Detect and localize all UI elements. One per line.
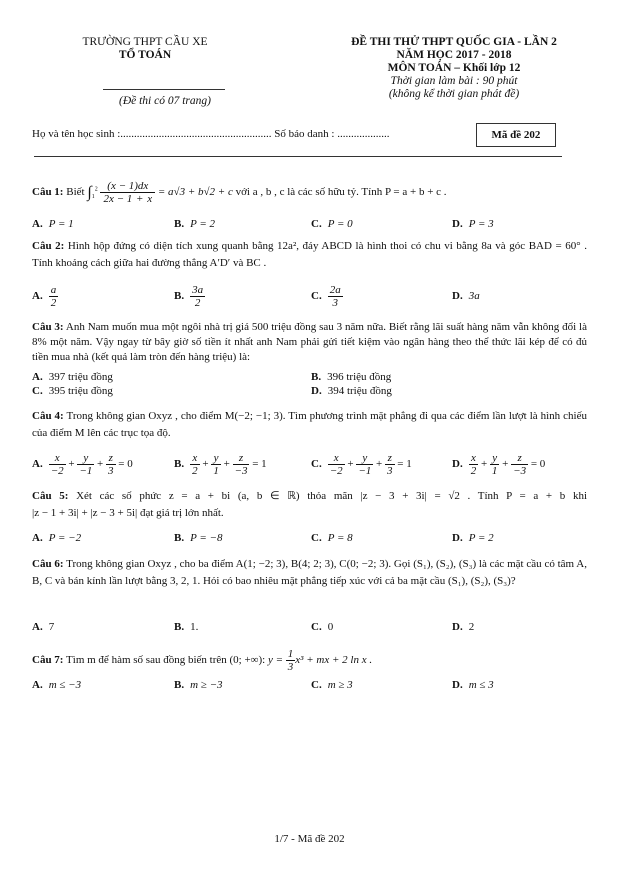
exam-code-box: Mã đề 202 (476, 123, 556, 147)
option-a[interactable]: A. m ≤ −3 (32, 679, 82, 691)
school-year: NĂM HỌC 2017 - 2018 (396, 49, 512, 61)
question-1: Câu 1: Biết $\int_1^2$ $\frac{(x - 1)dx}{2x - 1 + x}$ = a√3 + b√2 + c với a , b , c là các số hữu tỷ. Tính P = a + b + c . (32, 180, 447, 205)
question-label: Câu 5: (32, 490, 69, 502)
question-label: Câu 3: (32, 321, 64, 333)
question-7 (32, 648, 587, 673)
question-label: Câu 7: (32, 654, 64, 667)
question-text-post: với a , b , c là các số hữu tỷ. Tính P = a + b + c . (235, 186, 447, 199)
option-c[interactable]: C. $\frac{2a}{3}$ (311, 284, 341, 309)
option-d[interactable]: D. P = 3 (452, 218, 494, 230)
question-text: Hình hộp đứng có diện tích xung quanh bằng 12a², đáy ABCD là hình thoi có chu vi bằng 8a và góc BAD = 60° . Tính khoảng cách giữa hai đường thẳng A′D′ và BC . (32, 240, 587, 269)
option-d[interactable]: D. $\frac{x}{2}$ + $\frac{y}{1}$ + $\frac{z}{-3}$ = 0 (452, 452, 546, 477)
option-d[interactable]: D. 394 triệu đồng (311, 385, 392, 397)
option-c[interactable]: C. $\frac{x}{-2}$ + $\frac{y}{-1}$ + $\frac{z}{3}$ = 1 (311, 452, 412, 477)
student-info-line (32, 128, 390, 140)
school-header (60, 36, 230, 62)
integral-sign: ∫ (87, 184, 92, 201)
option-a[interactable]: A. P = 1 (32, 218, 74, 230)
question-4 (32, 408, 587, 442)
option-b[interactable]: B. 396 triệu đồng (311, 371, 392, 383)
function-coefficient: $\frac{1}{3}$ (287, 648, 294, 673)
header-divider (103, 89, 225, 90)
question-text: Trong không gian Oxyz , cho ba điểm A(1; −2; 3), B(4; 2; 3), C(0; −2; 3). Gọi (S₁), (S₂), (S₃) là các mặt cầu có tâm A, B, C và bán kính lần lượt bằng 3, 2, 1. Hỏi có bao nhiêu mặt phẳng tiếp xúc với cả ba mặt cầu (S₁), (S₂), (S₃)? (32, 558, 587, 587)
question-5 (32, 488, 587, 522)
student-id-field[interactable]: Số báo danh : ................... (274, 128, 390, 140)
option-b[interactable]: B. m ≥ −3 (174, 679, 223, 691)
option-b[interactable]: B. P = 2 (174, 218, 216, 230)
school-name: TRƯỜNG THPT CẦU XE (82, 36, 208, 48)
question-text: Biết (66, 186, 85, 199)
question-3 (32, 320, 587, 365)
question-text: Tìm m để hàm số sau đồng biến trên (0; +∞): (66, 654, 266, 667)
function-lhs: y = (267, 654, 284, 667)
question-text-line1: Xét các số phức z = a + bi (a, b ∈ ℝ) thỏa mãn |z − 3 + 3i| = √2 . Tính P = a + b khi (76, 490, 588, 502)
question-6 (32, 556, 587, 590)
option-b[interactable]: B. 1. (174, 621, 199, 633)
question-label: Câu 4: (32, 410, 64, 422)
option-d[interactable]: D. m ≤ 3 (452, 679, 494, 691)
duration-note: (không kể thời gian phát đề) (388, 88, 520, 100)
department-name: TỔ TOÁN (118, 49, 172, 61)
option-a[interactable]: A. 397 triệu đồng (32, 371, 113, 383)
option-c[interactable]: C. 395 triệu đồng (32, 385, 113, 397)
student-name-field[interactable]: Họ và tên học sinh :....................................................... (32, 128, 272, 140)
page-footer: 1/7 - Mã đề 202 (274, 833, 345, 845)
option-a[interactable]: A. P = −2 (32, 532, 82, 544)
option-b[interactable]: B. $\frac{3a}{2}$ (174, 284, 204, 309)
option-a[interactable]: A. 7 (32, 621, 55, 633)
option-d[interactable]: D. 2 (452, 621, 475, 633)
option-c[interactable]: C. P = 8 (311, 532, 353, 544)
subject: MÔN TOÁN – Khối lớp 12 (387, 62, 521, 74)
exam-title: ĐỀ THI THỬ THPT QUỐC GIA - LẦN 2 (351, 36, 557, 48)
question-2 (32, 238, 587, 272)
header-rule (34, 156, 562, 157)
option-d[interactable]: D. 3a (452, 290, 480, 302)
question-text: Trong không gian Oxyz , cho điểm M(−2; −1; 3). Tìm phương trình mặt phẳng đi qua các điểm lần lượt là hình chiếu của điểm M lên các trục tọa độ. (32, 410, 587, 439)
option-d[interactable]: D. P = 2 (452, 532, 494, 544)
question-label: Câu 2: (32, 240, 65, 252)
option-b[interactable]: B. $\frac{x}{2}$ + $\frac{y}{1}$ + $\frac{z}{-3}$ = 1 (174, 452, 267, 477)
option-b[interactable]: B. P = −8 (174, 532, 223, 544)
duration: Thời gian làm bài : 90 phút (390, 75, 518, 87)
question-text: Anh Nam muốn mua một ngôi nhà trị giá 500 triệu đồng sau 3 năm nữa. Biết rằng lãi suất hàng năm vẫn không đổi là 8% một năm. Vậy ngay từ bây giờ số tiền ít nhất anh Nam phải gửi tiết kiệm vào ngân hàng theo thể thức lãi kép để có đủ tiền mua nhà (kết quả làm tròn đến hàng triệu) là: (32, 321, 587, 363)
page-count-note: (Đề thi có 07 trang) (119, 95, 211, 107)
question-label: Câu 6: (32, 558, 64, 570)
integrand-fraction: $\frac{(x - 1)dx}{2x - 1 + x}$ (100, 180, 155, 205)
option-a[interactable]: A. $\frac{a}{2}$ (32, 284, 57, 309)
question-label: Câu 1: (32, 186, 64, 199)
option-c[interactable]: C. P = 0 (311, 218, 353, 230)
option-c[interactable]: C. 0 (311, 621, 334, 633)
option-a[interactable]: A. $\frac{x}{-2}$ + $\frac{y}{-1}$ + $\frac{z}{3}$ = 0 (32, 452, 133, 477)
exam-header (320, 36, 588, 101)
function-rest: x³ + mx + 2 ln x . (295, 654, 373, 667)
question-text-line2: |z − 1 + 3i| + |z − 3 + 5i| đạt giá trị lớn nhất. (32, 507, 224, 519)
option-c[interactable]: C. m ≥ 3 (311, 679, 353, 691)
